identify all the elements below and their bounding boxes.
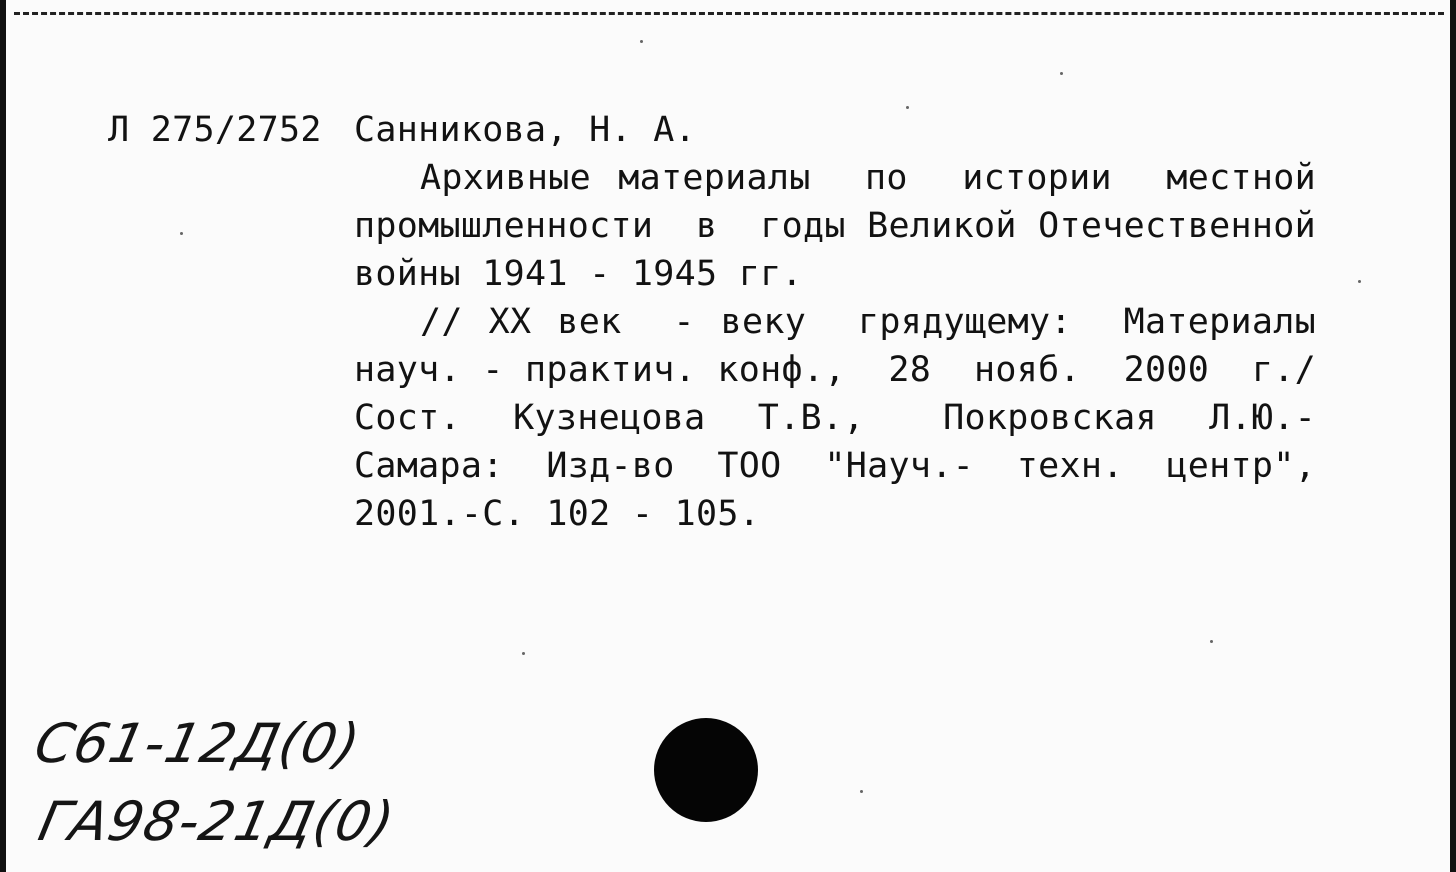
card-right-edge [1450,0,1456,872]
scan-speck [640,40,643,43]
handwritten-code-2: ГА98-21Д(0) [33,790,401,853]
card-left-edge [0,0,6,872]
scan-speck [1210,640,1213,643]
source-line-4: Самара: Изд-во ТОО "Науч.- техн. центр", [354,446,1316,486]
title-line-1: Архивные материалы по истории местной [420,158,1316,198]
handwritten-code-1: С61-12Д(0) [29,712,366,775]
author-name: Санникова, Н. А. [354,110,696,150]
scan-speck [1060,72,1063,75]
title-line-2: промышленности в годы Великой Отечественной [354,206,1316,246]
punch-hole [654,718,758,822]
source-line-5: 2001.-С. 102 - 105. [354,494,761,534]
scan-speck [860,790,863,793]
scan-speck [906,106,909,109]
scan-speck [522,652,525,655]
source-line-2: науч. - практич. конф., 28 нояб. 2000 г./ [354,350,1316,390]
card-top-edge [14,12,1444,15]
scan-speck [1358,280,1361,283]
scan-speck [180,232,183,235]
shelf-mark: Л 275/2752 [108,110,322,150]
title-line-3: войны 1941 - 1945 гг. [354,254,803,294]
source-line-3: Сост. Кузнецова Т.В., Покровская Л.Ю.- [354,398,1316,438]
source-line-1: // XX век - веку грядущему: Материалы [420,302,1316,342]
